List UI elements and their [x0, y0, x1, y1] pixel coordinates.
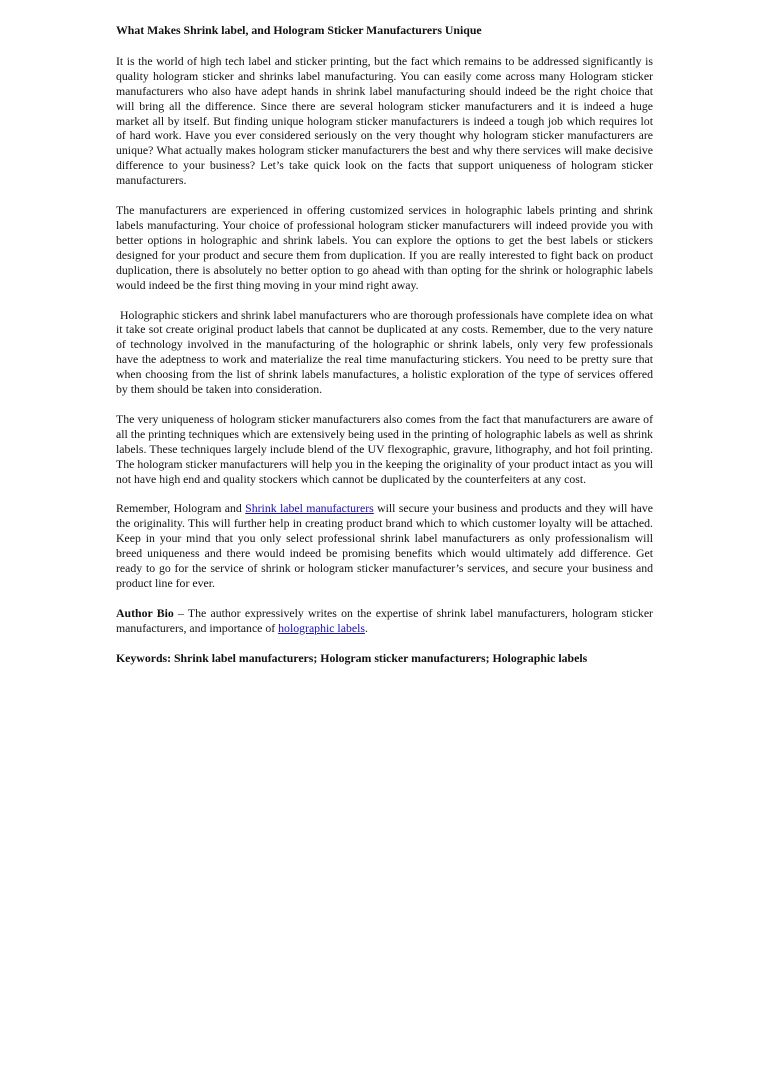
document-title: What Makes Shrink label, and Hologram Sticker Manufacturers Unique	[116, 23, 482, 37]
paragraph-remember	[116, 501, 653, 590]
remember-text-after: will secure your business and products and they will have the originality. This will further help in creating product brand which to which customer loyalty will be attached. Keep in your mind that you only select professional shrink label manufacturers as only professionalism will breed uniqueness and there would indeed be promising benefits which would ultimately add difference. Get ready to go for the service of shrink or hologram sticker manufacturer’s services, and secure your business and product line for ever.	[116, 501, 654, 590]
author-bio-end: .	[364, 620, 368, 635]
paragraph-holographic-stickers: Holographic stickers and shrink label manufacturers who are thorough professionals have complete idea on what it take sot create original product labels that cannot be duplicated at any costs. Remember, due to the very nature of technology involved in the manufacturing of the holographic or shrink labels, only very few professionals have the adeptness to work and materialize the real time manufacturing stickers. You need to be pretty sure that when choosing from the list of shrink labels manufactures, a holistic exploration of the type of services offered by them should be taken into consideration.	[116, 307, 653, 397]
keywords-line: Keywords: Shrink label manufacturers; Hologram sticker manufacturers; Holographic labels	[116, 650, 588, 665]
author-bio-text: – The author expressively writes on the expertise of shrink label manufacturers, hologram sticker manufacturers, and importance of	[116, 605, 653, 635]
author-bio-label: Author Bio	[116, 605, 174, 620]
document-page	[116, 23, 653, 681]
paragraph-customized-services: The manufacturers are experienced in offering customized services in holographic labels printing and shrink labels manufacturing. Your choice of professional hologram sticker manufacturers will indeed provide you with better options in holographic and shrink labels. You can explore the options to get the best labels or stickers designed for your product and secure them from duplication. If you are really interested to fight back on product duplication, there is absolutely no better option to go ahead with than opting for the shrink or holographic labels would indeed be the first thing moving in your mind right away.	[116, 203, 653, 292]
holographic-labels-link[interactable]: holographic labels	[278, 620, 365, 635]
paragraph-intro: It is the world of high tech label and sticker printing, but the fact which remains to be addressed significantly is quality hologram sticker and shrinks label manufacturing. You can easily come across many Hologram sticker manufacturers who also have adept hands in shrink label manufacturing should indeed be the right choice that will bring all the difference. Since there are several hologram sticker manufacturers and it is indeed a huge market all by itself. But finding unique hologram sticker manufacturers is indeed a tough job which requires lot of hard work. Have you ever considered seriously on the very thought why hologram sticker manufacturers are unique? What actually makes hologram sticker manufacturers the best and why there services will make decisive difference to your business? Let’s take quick look on the facts that support uniqueness of hologram sticker manufacturers.	[116, 53, 653, 188]
paragraph-author-bio	[116, 606, 653, 636]
shrink-label-manufacturers-link[interactable]: Shrink label manufacturers	[245, 501, 374, 516]
paragraph-uniqueness: The very uniqueness of hologram sticker manufacturers also comes from the fact that manufacturers are aware of all the printing techniques which are extensively being used in the printing of holographic labels as well as shrink labels. These techniques largely include blend of the UV flexographic, gravure, lithography, and hot foil printing. The hologram sticker manufacturers will help you in the keeping the originality of your product intact as you will not have high end and quality stockers which cannot be duplicated by the counterfeiters at any cost.	[116, 411, 653, 486]
remember-text-before: Remember, Hologram and	[116, 501, 246, 516]
